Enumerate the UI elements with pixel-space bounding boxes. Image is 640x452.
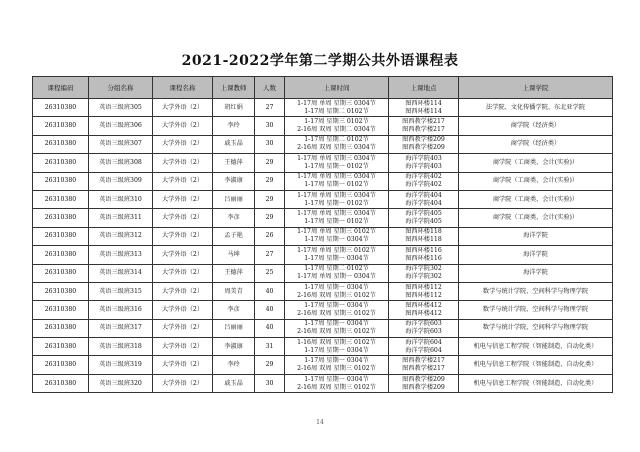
cell-time-line: 1-17周 星期一 0102节 <box>304 218 369 226</box>
cell-time-line: 2-16周 双周 星期三 0304节 <box>297 144 376 152</box>
cell-time <box>285 301 389 319</box>
cell-place <box>389 246 459 264</box>
cell-time-line: 2-16周 双周 星期三 0102节 <box>297 328 376 336</box>
cell-place-line: 图西环楼112 <box>405 283 442 291</box>
cell-place-line: 图西教学楼209 <box>402 383 445 391</box>
cell-time-line: 1-17周 星期一 0304节 <box>304 375 369 383</box>
cell-group-name: 英语三级班305 <box>89 99 153 117</box>
cell-course-code: 26310380 <box>33 264 89 282</box>
cell-time <box>285 374 389 392</box>
table-row <box>33 356 613 374</box>
cell-course-code: 26310380 <box>33 227 89 245</box>
header-college: 上课学院 <box>459 77 613 99</box>
cell-college: 商学院（经济类） <box>459 117 613 135</box>
cell-count: 29 <box>255 154 285 172</box>
cell-place <box>389 282 459 300</box>
table-row <box>33 172 613 190</box>
cell-count: 40 <box>255 301 285 319</box>
cell-place <box>389 154 459 172</box>
cell-group-name: 英语三级班312 <box>89 227 153 245</box>
cell-place <box>389 264 459 282</box>
header-row <box>33 77 613 99</box>
cell-college: 机电与信息工程学院（智能制造、自动化类） <box>459 338 613 356</box>
cell-teacher: 李彦 <box>213 209 255 227</box>
header-time: 上课时间 <box>285 77 389 99</box>
cell-time-line: 2-16周 双周 星期二 0304节 <box>297 126 376 134</box>
cell-teacher: 李淑康 <box>213 172 255 190</box>
schedule-table <box>32 76 613 393</box>
cell-count: 30 <box>255 374 285 392</box>
cell-time <box>285 172 389 190</box>
cell-course-code: 26310380 <box>33 190 89 208</box>
cell-time-line: 1-17周 单周 星期三 0304节 <box>297 99 376 107</box>
cell-time <box>285 99 389 117</box>
cell-time-line: 1-17周 星期一 0304节 <box>304 254 369 262</box>
header-teacher: 上课教师 <box>213 77 255 99</box>
table-row <box>33 99 613 117</box>
cell-time-line: 1-17周 星期二 0102节 <box>304 107 369 115</box>
cell-teacher: 胡红娟 <box>213 99 255 117</box>
cell-time-line: 1-17周 星期一 0304节 <box>304 283 369 291</box>
cell-time <box>285 319 389 337</box>
cell-course-name: 大学外语（2） <box>153 356 213 374</box>
cell-group-name: 英语三级班314 <box>89 264 153 282</box>
header-course-name: 课程名称 <box>153 77 213 99</box>
cell-place <box>389 99 459 117</box>
cell-place-line: 图西教学楼209 <box>402 136 445 144</box>
table-row <box>33 154 613 172</box>
cell-time-line: 1-17周 星期一 0304节 <box>304 301 369 309</box>
cell-course-name: 大学外语（2） <box>153 301 213 319</box>
cell-group-name: 英语三级班310 <box>89 190 153 208</box>
table-row <box>33 209 613 227</box>
cell-place-line: 海洋学院403 <box>405 162 442 170</box>
cell-place <box>389 356 459 374</box>
cell-time <box>285 246 389 264</box>
cell-count: 40 <box>255 282 285 300</box>
cell-place-line: 海洋学院404 <box>405 191 442 199</box>
cell-group-name: 英语三级班319 <box>89 356 153 374</box>
cell-teacher: 王德萍 <box>213 264 255 282</box>
cell-teacher: 王德萍 <box>213 154 255 172</box>
cell-group-name: 英语三级班308 <box>89 154 153 172</box>
cell-count: 25 <box>255 264 285 282</box>
cell-college: 机电与信息工程学院（智能制造、自动化类） <box>459 374 613 392</box>
cell-college: 数学与统计学院、空间科学与物理学院 <box>459 319 613 337</box>
cell-group-name: 英语三级班309 <box>89 172 153 190</box>
cell-time-line: 1-17周 星期一 0304节 <box>304 236 369 244</box>
cell-place <box>389 135 459 153</box>
cell-place-line: 图西环楼116 <box>405 254 442 262</box>
cell-college: 数学与统计学院、空间科学与物理学院 <box>459 301 613 319</box>
cell-course-name: 大学外语（2） <box>153 282 213 300</box>
cell-place-line: 图西环楼114 <box>405 99 442 107</box>
header-course-code: 课程编码 <box>33 77 89 99</box>
cell-course-code: 26310380 <box>33 319 89 337</box>
cell-place-line: 图西环楼114 <box>405 107 442 115</box>
cell-time-line: 2-16周 双周 星期三 0102节 <box>297 309 376 317</box>
cell-place-line: 图西环楼118 <box>405 236 442 244</box>
cell-course-code: 26310380 <box>33 246 89 264</box>
cell-place-line: 图西教学楼217 <box>402 365 445 373</box>
cell-course-name: 大学外语（2） <box>153 227 213 245</box>
cell-course-code: 26310380 <box>33 135 89 153</box>
cell-college: 商学院（工商类、会计(实验)） <box>459 190 613 208</box>
cell-time <box>285 282 389 300</box>
cell-course-code: 26310380 <box>33 99 89 117</box>
cell-time <box>285 209 389 227</box>
cell-count: 30 <box>255 135 285 153</box>
cell-place-line: 图西教学楼209 <box>402 375 445 383</box>
cell-course-code: 26310380 <box>33 374 89 392</box>
cell-group-name: 英语三级班313 <box>89 246 153 264</box>
cell-teacher: 李玲 <box>213 356 255 374</box>
cell-group-name: 英语三级班318 <box>89 338 153 356</box>
cell-course-name: 大学外语（2） <box>153 154 213 172</box>
cell-place-line: 海洋学院402 <box>405 181 442 189</box>
header-group-name: 分组名称 <box>89 77 153 99</box>
page-number: 14 <box>316 419 324 426</box>
cell-place <box>389 301 459 319</box>
cell-time <box>285 190 389 208</box>
table-row <box>33 264 613 282</box>
cell-course-name: 大学外语（2） <box>153 319 213 337</box>
cell-place <box>389 117 459 135</box>
cell-time-line: 1-17周 星期二 0102节 <box>304 265 369 273</box>
cell-count: 30 <box>255 117 285 135</box>
cell-course-code: 26310380 <box>33 338 89 356</box>
cell-time-line: 1-17周 单周 星期三 0102节 <box>297 246 376 254</box>
cell-college: 数学与统计学院、空间科学与物理学院 <box>459 282 613 300</box>
table-row <box>33 338 613 356</box>
cell-group-name: 英语三级班320 <box>89 374 153 392</box>
cell-place-line: 海洋学院302 <box>405 265 442 273</box>
cell-college: 海洋学院 <box>459 246 613 264</box>
cell-college: 商学院（经济类） <box>459 135 613 153</box>
cell-count: 29 <box>255 356 285 374</box>
cell-time-line: 1-17周 单周 星期三 0304节 <box>297 154 376 162</box>
cell-group-name: 英语三级班316 <box>89 301 153 319</box>
cell-count: 29 <box>255 209 285 227</box>
cell-course-name: 大学外语（2） <box>153 99 213 117</box>
cell-course-name: 大学外语（2） <box>153 190 213 208</box>
cell-course-name: 大学外语（2） <box>153 338 213 356</box>
cell-count: 29 <box>255 172 285 190</box>
cell-time-line: 2-16周 双周 星期三 0102节 <box>297 365 376 373</box>
cell-college: 商学院（工商类、会计(实验)） <box>459 172 613 190</box>
cell-time-line: 1-17周 单周 星期三 0304节 <box>297 210 376 218</box>
cell-teacher: 周美青 <box>213 282 255 300</box>
cell-place <box>389 227 459 245</box>
header-count: 人数 <box>255 77 285 99</box>
table-row <box>33 301 613 319</box>
cell-course-name: 大学外语（2） <box>153 117 213 135</box>
cell-course-code: 26310380 <box>33 209 89 227</box>
cell-time <box>285 264 389 282</box>
cell-count: 40 <box>255 319 285 337</box>
cell-place-line: 图西环楼118 <box>405 228 442 236</box>
cell-place-line: 海洋学院604 <box>405 346 442 354</box>
cell-time-line: 1-17周 单周 星期三 0304节 <box>297 191 376 199</box>
cell-college: 海洋学院 <box>459 264 613 282</box>
cell-course-code: 26310380 <box>33 117 89 135</box>
cell-count: 27 <box>255 246 285 264</box>
cell-place-line: 图西教学楼209 <box>402 144 445 152</box>
cell-time-line: 1-17周 星期二 0102节 <box>304 136 369 144</box>
table-row <box>33 319 613 337</box>
cell-place-line: 图西环楼412 <box>405 301 442 309</box>
cell-place <box>389 209 459 227</box>
table-row <box>33 282 613 300</box>
cell-course-code: 26310380 <box>33 172 89 190</box>
cell-time <box>285 227 389 245</box>
cell-time <box>285 154 389 172</box>
cell-teacher: 李淑康 <box>213 338 255 356</box>
cell-teacher: 李玲 <box>213 117 255 135</box>
cell-time-line: 1-17周 星期一 0304节 <box>304 357 369 365</box>
table-row <box>33 117 613 135</box>
cell-count: 26 <box>255 227 285 245</box>
page-title: 2021-2022学年第二学期公共外语课程表 <box>181 53 459 69</box>
cell-group-name: 英语三级班311 <box>89 209 153 227</box>
cell-place-line: 图西教学楼217 <box>402 126 445 134</box>
cell-place <box>389 338 459 356</box>
cell-course-name: 大学外语（2） <box>153 209 213 227</box>
cell-count: 27 <box>255 99 285 117</box>
cell-teacher: 孟子艳 <box>213 227 255 245</box>
cell-place-line: 海洋学院404 <box>405 199 442 207</box>
cell-place-line: 海洋学院604 <box>405 338 442 346</box>
cell-course-code: 26310380 <box>33 282 89 300</box>
cell-college: 商学院（工商类、会计(实验)） <box>459 154 613 172</box>
table-row <box>33 190 613 208</box>
cell-time <box>285 117 389 135</box>
cell-teacher: 李彦 <box>213 301 255 319</box>
cell-time-line: 1-17周 星期一 0102节 <box>304 199 369 207</box>
cell-time-line: 1-17周 星期一 0102节 <box>304 181 369 189</box>
cell-time-line: 1-17周 星期一 0304节 <box>304 320 369 328</box>
cell-place-line: 海洋学院405 <box>405 218 442 226</box>
cell-college: 机电与信息工程学院（智能制造、自动化类） <box>459 356 613 374</box>
cell-course-name: 大学外语（2） <box>153 264 213 282</box>
table-row <box>33 135 613 153</box>
cell-place-line: 海洋学院603 <box>405 328 442 336</box>
cell-time-line: 1-17周 星期一 0102节 <box>304 162 369 170</box>
cell-count: 29 <box>255 190 285 208</box>
table-row <box>33 227 613 245</box>
cell-place-line: 图西教学楼217 <box>402 118 445 126</box>
cell-teacher: 马坤 <box>213 246 255 264</box>
cell-college: 法学院、文化传播学院、东北亚学院 <box>459 99 613 117</box>
cell-course-code: 26310380 <box>33 356 89 374</box>
cell-time-line: 1-17周 星期三 0102节 <box>304 118 369 126</box>
cell-place-line: 图西教学楼217 <box>402 357 445 365</box>
cell-place-line: 海洋学院403 <box>405 154 442 162</box>
cell-time-line: 1-17周 单周 星期一 0304节 <box>297 273 376 281</box>
cell-course-code: 26310380 <box>33 301 89 319</box>
cell-group-name: 英语三级班306 <box>89 117 153 135</box>
cell-teacher: 戚玉晶 <box>213 135 255 153</box>
cell-time-line: 2-16周 双周 星期三 0102节 <box>297 291 376 299</box>
table-row <box>33 246 613 264</box>
cell-time-line: 1-16周 双周 星期三 0102节 <box>297 338 376 346</box>
cell-place <box>389 319 459 337</box>
cell-college: 商学院（工商类、会计(实验)） <box>459 209 613 227</box>
cell-group-name: 英语三级班317 <box>89 319 153 337</box>
cell-time-line: 1-17周 星期一 0304节 <box>304 346 369 354</box>
cell-course-name: 大学外语（2） <box>153 172 213 190</box>
cell-time-line: 2-16周 双周 星期三 0102节 <box>297 383 376 391</box>
cell-place <box>389 190 459 208</box>
cell-time-line: 1-17周 单周 星期三 0304节 <box>297 173 376 181</box>
cell-place <box>389 374 459 392</box>
cell-time <box>285 338 389 356</box>
cell-teacher: 吕丽丽 <box>213 190 255 208</box>
cell-place-line: 海洋学院603 <box>405 320 442 328</box>
cell-course-name: 大学外语（2） <box>153 246 213 264</box>
cell-group-name: 英语三级班307 <box>89 135 153 153</box>
cell-place-line: 图西环楼112 <box>405 291 442 299</box>
cell-time <box>285 356 389 374</box>
cell-place-line: 海洋学院405 <box>405 210 442 218</box>
cell-group-name: 英语三级班315 <box>89 282 153 300</box>
table-row <box>33 374 613 392</box>
cell-course-code: 26310380 <box>33 154 89 172</box>
cell-place-line: 海洋学院302 <box>405 273 442 281</box>
cell-course-name: 大学外语（2） <box>153 374 213 392</box>
cell-place-line: 图西环楼412 <box>405 309 442 317</box>
cell-place <box>389 172 459 190</box>
cell-time <box>285 135 389 153</box>
cell-teacher: 戚玉晶 <box>213 374 255 392</box>
cell-course-name: 大学外语（2） <box>153 135 213 153</box>
cell-place-line: 海洋学院402 <box>405 173 442 181</box>
cell-time-line: 1-17周 单周 星期三 0102节 <box>297 228 376 236</box>
cell-count: 31 <box>255 338 285 356</box>
cell-teacher: 吕丽丽 <box>213 319 255 337</box>
cell-college: 海洋学院 <box>459 227 613 245</box>
header-place: 上课地点 <box>389 77 459 99</box>
cell-place-line: 图西环楼116 <box>405 246 442 254</box>
